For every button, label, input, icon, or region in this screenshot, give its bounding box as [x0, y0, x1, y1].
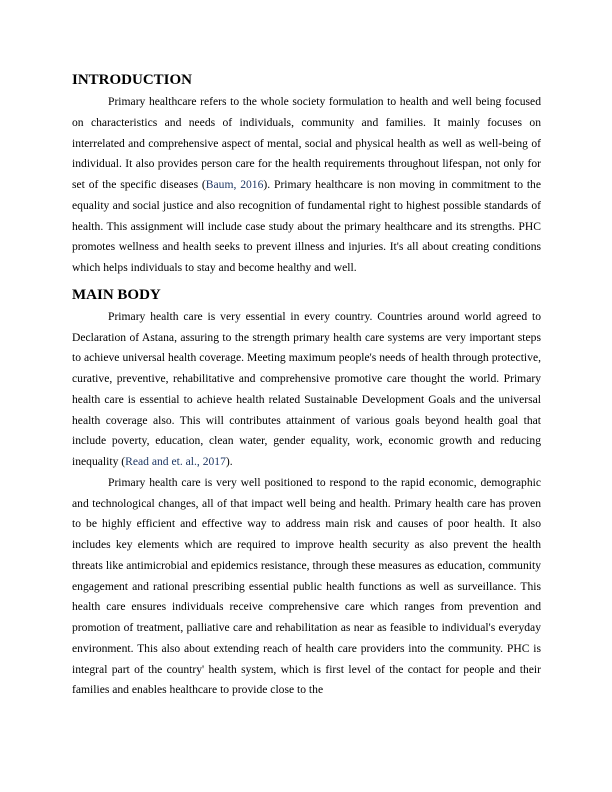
citation: Read and et. al., 2017 — [125, 455, 226, 468]
main-body-paragraph: Primary health care is very well positioned to respond to the rapid economic, demographic and technological changes, all of that impact well being and health. Primary health care has proven to be highly efficient and effective way to address main risk and causes of poor health. It also includes key elements which are required to improve health security as also prevent the health threats like antimicrobial and epidemics resistance, through these measures as education, community engagement and rational prescribing essential public health functions as well as surveillance. This health care ensures individuals receive comprehensive care which ranges from prevention and promotion of treatment, palliative care and rehabilitation as near as feasible to individual's everyday environment. This also about extending reach of health care providers into the community. PHC is integral part of the country' health system, which is first level of the contact for people and their families and enables healthcare to provide close to the — [72, 475, 541, 697]
citation: Baum, 2016 — [205, 178, 264, 191]
main-body-paragraph — [72, 307, 541, 473]
paragraph-text: Primary healthcare refers to the whole society formulation to health and well being focused on characteristics and needs of individuals, community and families. It mainly focuses on interrelated and comprehensive aspect of mental, social and physical health as well as well-being of individual. It also provides person care for the health requirements throughout lifespan, not only for set of the specific diseases ( — [72, 95, 541, 191]
paragraph-text: ). — [225, 455, 233, 468]
section-heading-main-body: MAIN BODY — [72, 286, 161, 303]
paragraph-text: ). Primary healthcare is non moving in commitment to the equality and social justice and also recognition of fundamental right to highest possible standards of health. This assignment will include case study about the primary healthcare and its strengths. PHC promotes wellness and health seeks to prevent illness and injuries. It's all about creating conditions which helps individuals to stay and become healthy and well. — [72, 178, 542, 274]
introduction-paragraph — [72, 92, 541, 279]
paragraph-text: Primary health care is very essential in every country. Countries around world agreed to Declaration of Astana, assuring to the strength primary health care systems are very important steps to achieve universal health coverage. Meeting maximum people's needs of health through protective, curative, preventive, rehabilitative and comprehensive promotive care thought the world. Primary health care is essential to achieve health related Sustainable Development Goals and the universal health coverage also. This will contributes attainment of various goals beyond health goal that include poverty, education, clean water, gender equality, work, economic growth and reducing inequality ( — [72, 309, 541, 468]
section-heading-introduction: INTRODUCTION — [72, 72, 193, 88]
